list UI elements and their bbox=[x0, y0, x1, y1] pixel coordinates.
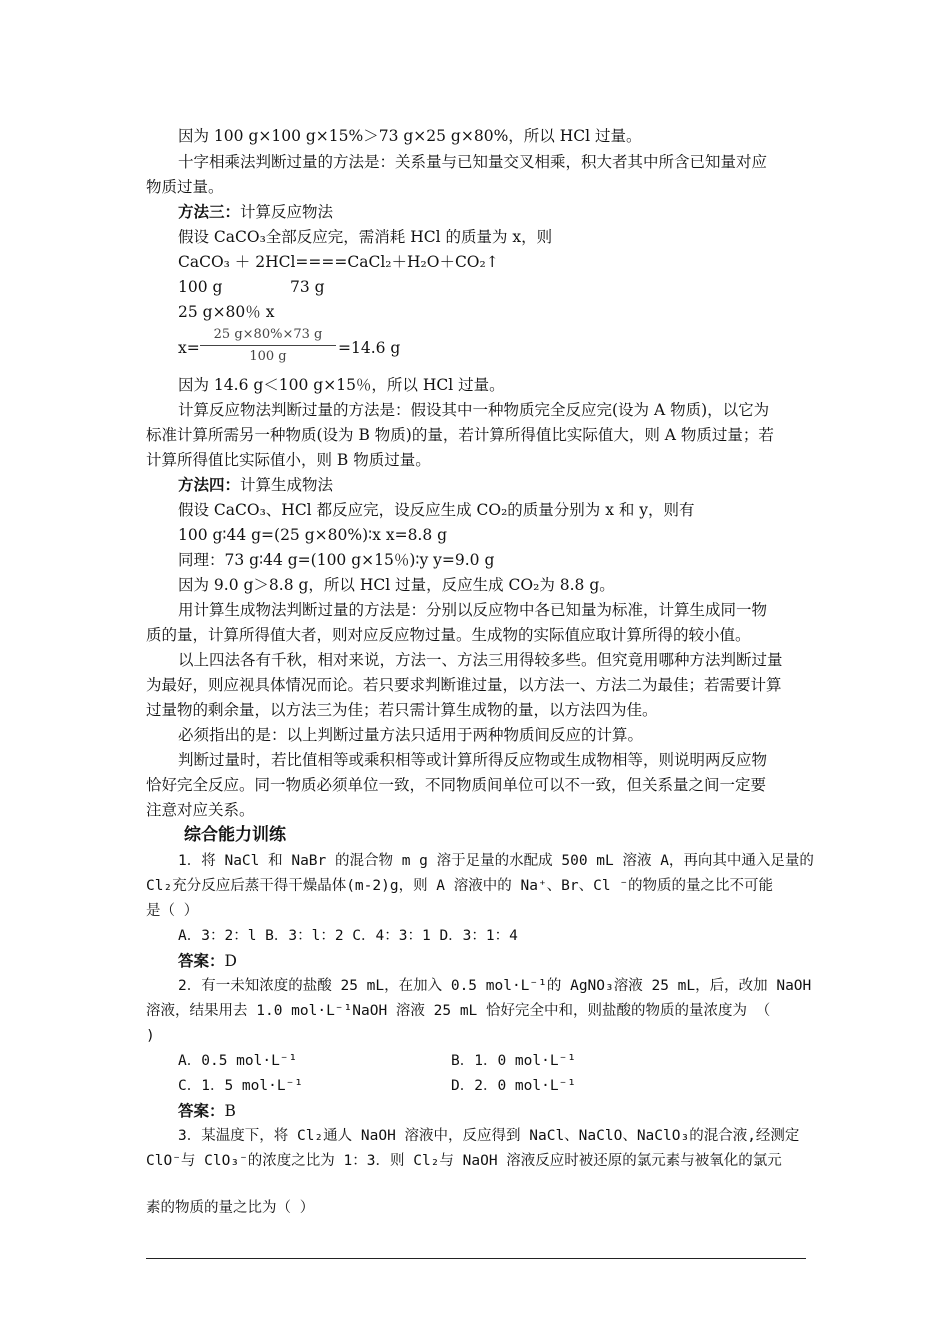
question-2-line: ) bbox=[146, 1028, 155, 1044]
answer-value: B bbox=[224, 1102, 236, 1120]
equation-row bbox=[178, 275, 325, 299]
paragraph-line: 因为 100 g×100 g×15%＞73 g×25 g×80%，所以 HCl 过量。 bbox=[178, 127, 642, 145]
fraction-numerator: 25 g×80%×73 g bbox=[200, 326, 336, 346]
question-2-option-a: A．0.5 mol·L⁻¹ bbox=[178, 1053, 298, 1069]
paragraph-line: 因为 14.6 g＜100 g×15％，所以 HCl 过量。 bbox=[178, 376, 505, 394]
fraction bbox=[200, 326, 336, 366]
x-equation-lhs: x= bbox=[178, 339, 200, 357]
question-2-line: 溶液，结果用去 1.0 mol·L⁻¹NaOH 溶液 25 mL 恰好完全中和，则盐酸的物质的量浓度为 （ bbox=[146, 1003, 771, 1019]
method-four-text: 计算生成物法 bbox=[240, 476, 334, 494]
paragraph-line: 质的量，计算所得值大者，则对应反应物过量。生成物的实际值应取计算所得的较小值。 bbox=[146, 626, 751, 644]
question-1-options: A．3：2：l B．3：l：2 C．4：3：1 D．3：1：4 bbox=[178, 928, 518, 944]
paragraph-line: 用计算生成物法判断过量的方法是：分别以反应物中各已知量为标准，计算生成同一物 bbox=[178, 601, 768, 619]
question-3-line: ClO⁻与 ClO₃⁻的浓度之比为 1：3．则 Cl₂与 NaOH 溶液反应时被还原的氯元素与被氧化的氯元 bbox=[146, 1153, 782, 1169]
question-3-line: 素的物质的量之比为（ ） bbox=[146, 1200, 315, 1216]
paragraph-line: 以上四法各有千秋，相对来说，方法一、方法三用得较多些。但究竟用哪种方法判断过量 bbox=[178, 651, 783, 669]
fraction-denominator: 100 g bbox=[249, 349, 287, 364]
answer-label: 答案： bbox=[178, 952, 225, 970]
paragraph-line: 注意对应关系。 bbox=[146, 801, 255, 819]
paragraph-line: 判断过量时，若比值相等或乘积相等或计算所得反应物或生成物相等，则说明两反应物 bbox=[178, 751, 768, 769]
equation-value: 100 g bbox=[178, 278, 223, 296]
paragraph-line: 必须指出的是：以上判断过量方法只适用于两种物质间反应的计算。 bbox=[178, 726, 644, 744]
equation-row: 25 g×80％ x bbox=[178, 303, 275, 321]
x-equation-rhs: =14.6 g bbox=[338, 339, 401, 357]
method-four-label: 方法四： bbox=[178, 476, 241, 494]
paragraph-line: 计算反应物法判断过量的方法是：假设其中一种物质完全反应完(设为 A 物质)，以它为 bbox=[178, 401, 770, 419]
question-1-line: Cl₂充分反应后蒸干得干燥晶体(m-2)g，则 A 溶液中的 Na⁺、Br、Cl ⁻的物质的量之比不可能 bbox=[146, 878, 774, 894]
answer-label: 答案： bbox=[178, 1102, 225, 1120]
paragraph-line: 同理：73 g∶44 g=(100 g×15％)∶y y=9.0 g bbox=[178, 551, 495, 569]
question-2-option-c: C．1．5 mol·L⁻¹ bbox=[178, 1078, 304, 1094]
equation-value: 73 g bbox=[290, 278, 325, 296]
question-1-line: 1．将 NaCl 和 NaBr 的混合物 m g 溶于足量的水配成 500 mL 溶液 A，再向其中通入足量的 bbox=[178, 853, 814, 869]
answer-1 bbox=[178, 949, 237, 973]
question-2-option-d: D．2．0 mol·L⁻¹ bbox=[451, 1078, 577, 1094]
section-heading: 综合能力训练 bbox=[184, 825, 286, 845]
question-1-line: 是（ ） bbox=[146, 903, 199, 919]
paragraph-line: 物质过量。 bbox=[146, 178, 224, 196]
answer-value: D bbox=[224, 952, 237, 970]
paragraph-line: 过量物的剩余量，以方法三为佳；若只需计算生成物的量，以方法四为佳。 bbox=[146, 701, 658, 719]
question-2-line: 2．有一未知浓度的盐酸 25 mL，在加入 0.5 mol·L⁻¹的 AgNO₃溶液 25 mL，后，改加 NaOH bbox=[178, 978, 812, 994]
question-3-line: 3．某温度下，将 Cl₂通人 NaOH 溶液中，反应得到 NaCl、NaClO、NaClO₃的混合液,经测定 bbox=[178, 1128, 800, 1144]
question-2-option-b: B．1．0 mol·L⁻¹ bbox=[451, 1053, 577, 1069]
chemical-equation: CaCO₃ ＋ 2HCl====CaCl₂＋H₂O＋CO₂↑ bbox=[178, 253, 499, 271]
paragraph-line: 因为 9.0 g＞8.8 g，所以 HCl 过量，反应生成 CO₂为 8.8 g。 bbox=[178, 576, 615, 594]
paragraph-line: 为最好，则应视具体情况而论。若只要求判断谁过量，以方法一、方法二为最佳；若需要计算 bbox=[146, 676, 782, 694]
answer-2 bbox=[178, 1099, 236, 1123]
paragraph-line: 计算所得值比实际值小，则 B 物质过量。 bbox=[146, 451, 431, 469]
method-three-text: 计算反应物法 bbox=[240, 203, 334, 221]
paragraph-line: 恰好完全反应。同一物质必须单位一致，不同物质间单位可以不一致，但关系量之间一定要 bbox=[146, 776, 767, 794]
paragraph-line: 假设 CaCO₃、HCl 都反应完，设反应生成 CO₂的质量分别为 x 和 y，则有 bbox=[178, 501, 695, 519]
paragraph-line: 十字相乘法判断过量的方法是：关系量与已知量交叉相乘，积大者其中所含已知量对应 bbox=[178, 153, 768, 171]
footer-rule bbox=[146, 1258, 806, 1259]
method-four-heading bbox=[178, 473, 333, 497]
paragraph-line: 假设 CaCO₃全部反应完，需消耗 HCl 的质量为 x，则 bbox=[178, 228, 553, 246]
paragraph-line: 标准计算所需另一种物质(设为 B 物质)的量，若计算所得值比实际值大，则 A 物质过量；若 bbox=[146, 426, 774, 444]
method-three-label: 方法三： bbox=[178, 203, 241, 221]
paragraph-line: 100 g∶44 g=(25 g×80%)∶x x=8.8 g bbox=[178, 526, 448, 544]
method-three-heading bbox=[178, 200, 333, 224]
